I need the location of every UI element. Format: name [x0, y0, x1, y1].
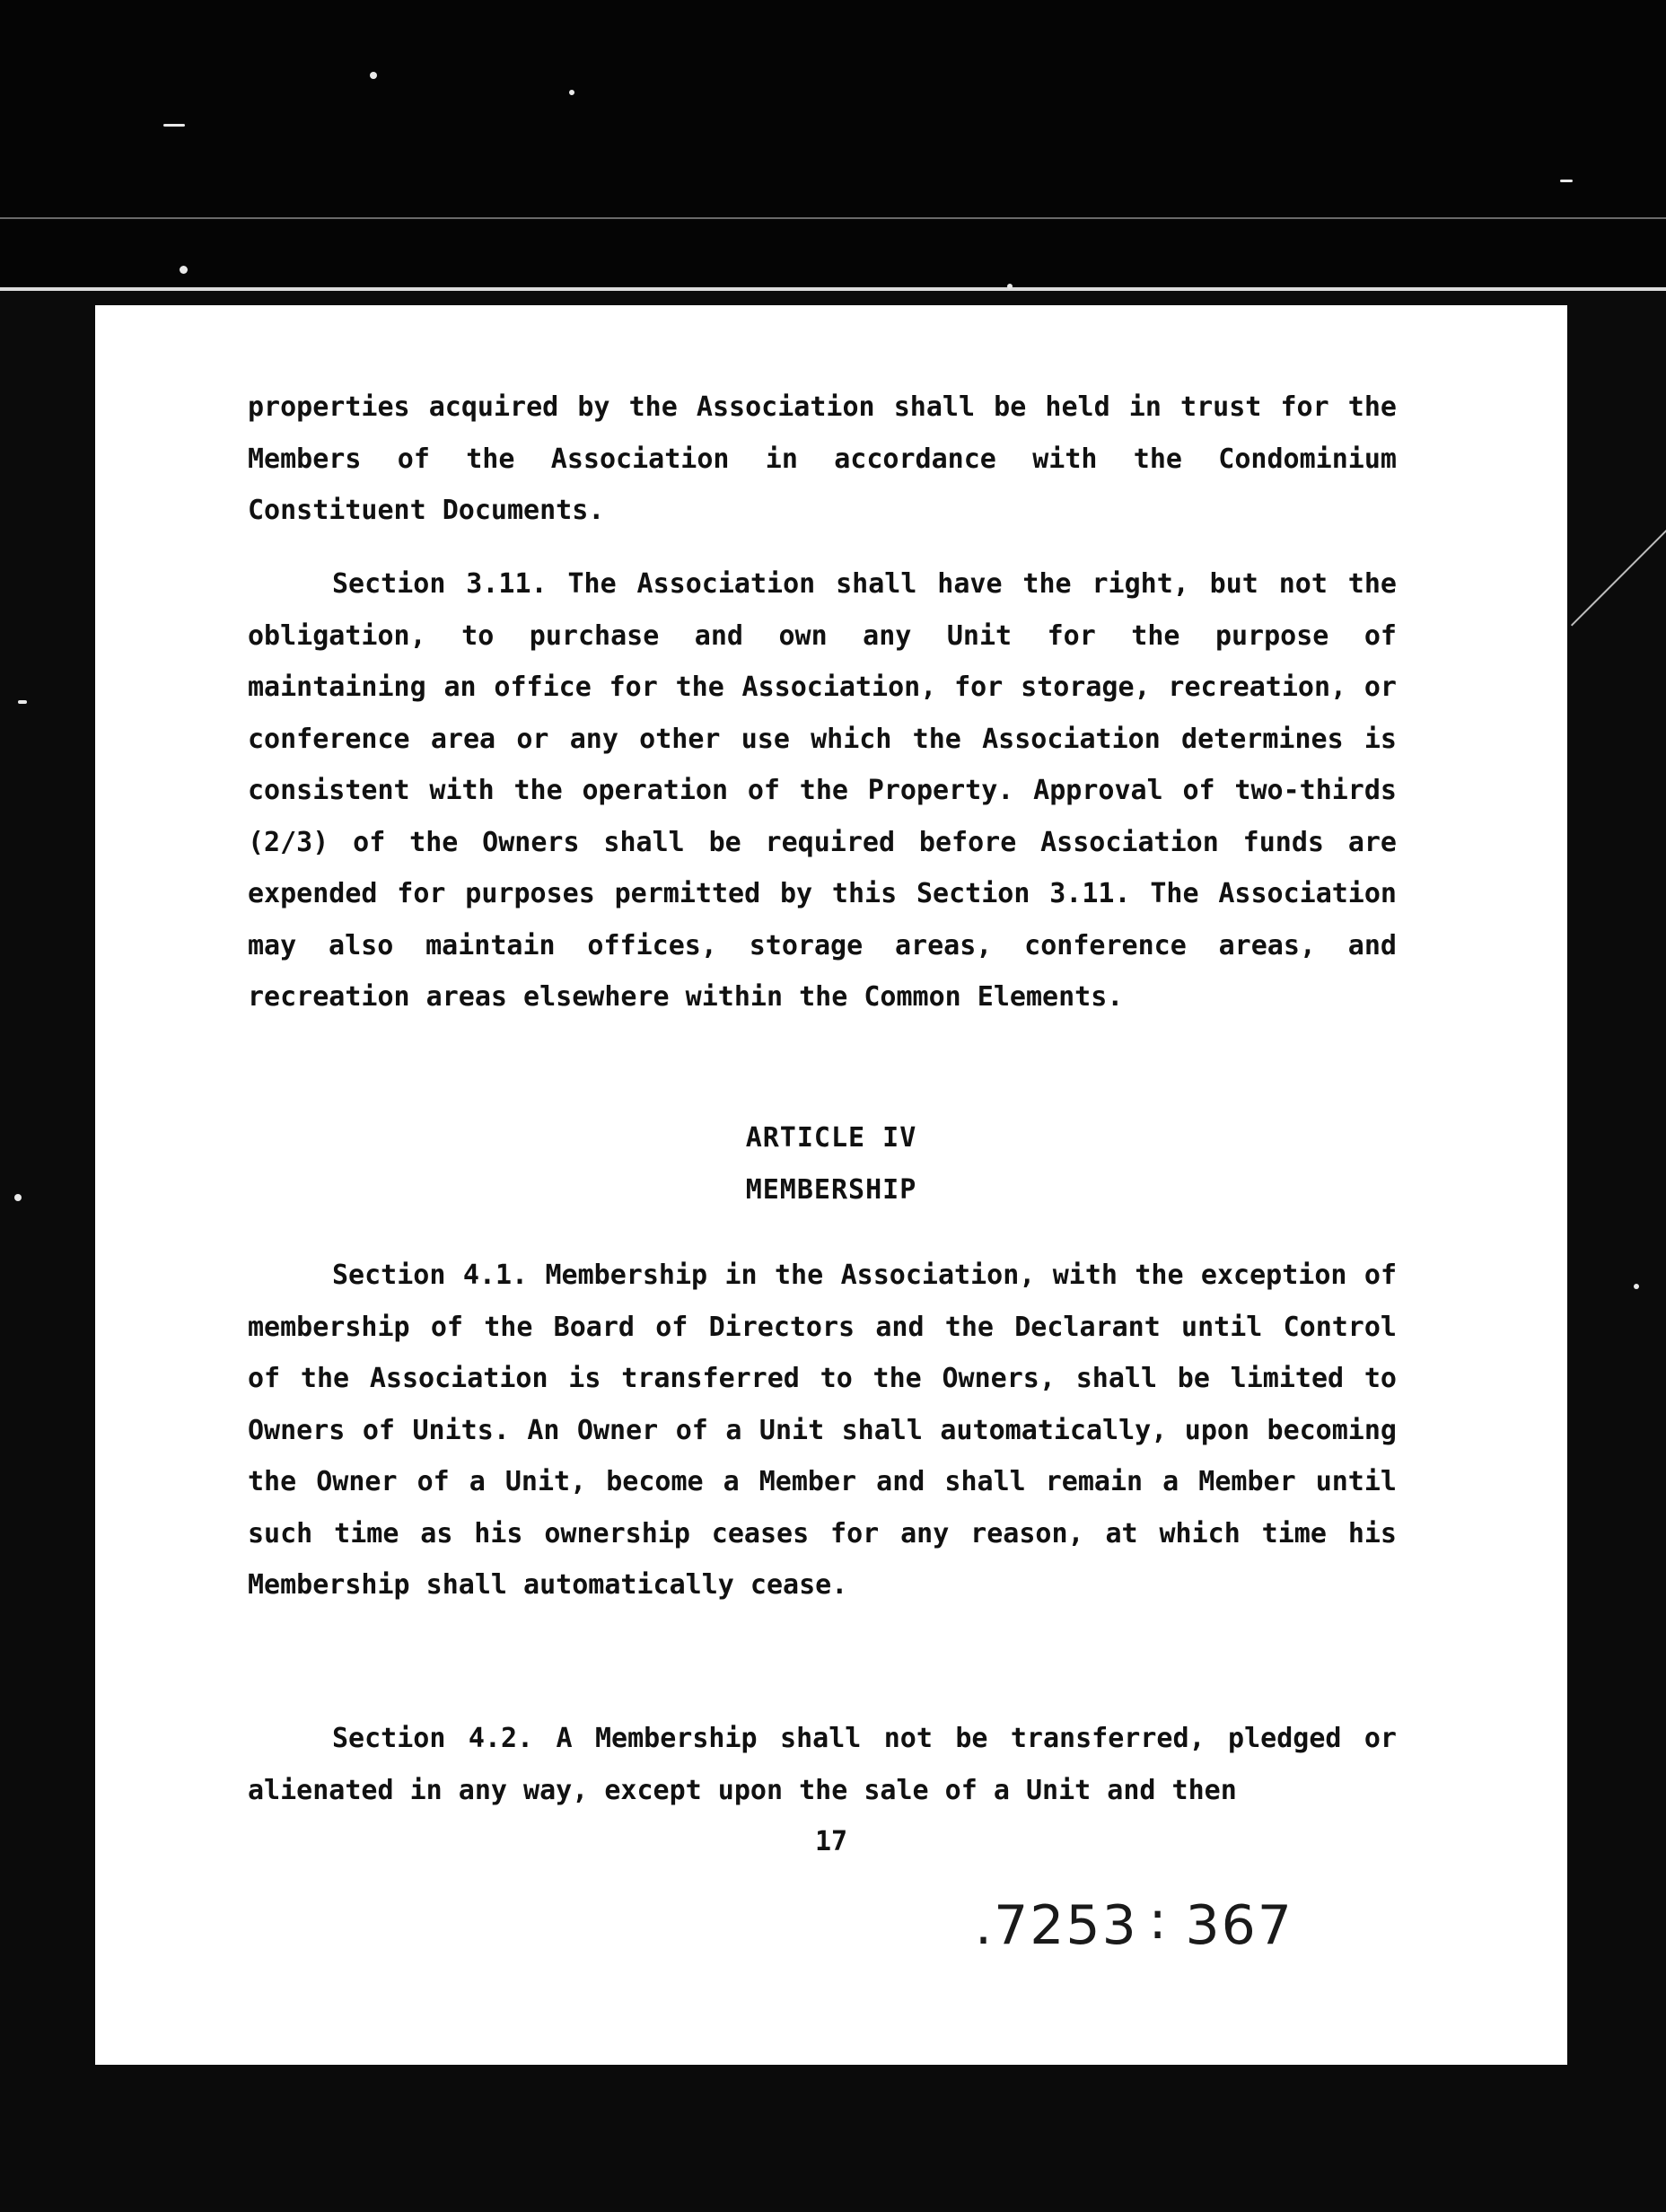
- scan-top-border: [0, 0, 1666, 287]
- page-number: 17: [814, 1826, 848, 1857]
- scan-speck: [14, 1194, 22, 1201]
- scan-speck: [180, 266, 188, 274]
- scan-speck: [1560, 180, 1573, 182]
- paragraph-section-4-1: Section 4.1. Membership in the Association, with the exception of membership of the Board of Directors and the Declarant until Control of the Association is transferred to the Owners, shall be limited to Owners of Units. An Owner of a Unit shall automatically, upon becoming the Owner of a Unit, become a Member and shall remain a Member until such time as his ownership ceases for any reason, at which time his Membership shall automatically cease.: [248, 1260, 1397, 1601]
- record-stamp: .7253 ∶ 367: [975, 1894, 1293, 1957]
- article-number-heading: ARTICLE IV: [745, 1122, 917, 1154]
- scan-speck: [1007, 284, 1013, 289]
- scan-speck: [163, 124, 185, 127]
- paragraph-section-3-11: Section 3.11. The Association shall have the right, but not the obligation, to purchase and own any Unit for the purpose of maintaining an office for the Association, for storage, recreation, or conference area or any other use which the Association determines is consistent with the operation of the Property. Approval of two-thirds (2/3) of the Owners shall be required before Association funds are expended for purposes permitted by this Section 3.11. The Association may also maintain offices, storage areas, conference areas, and recreation areas elsewhere within the Common Elements.: [248, 568, 1397, 1013]
- scan-speck: [569, 90, 574, 95]
- scan-line-upper: [0, 217, 1666, 219]
- scan-line-lower: [0, 287, 1666, 291]
- scan-speck: [370, 72, 377, 79]
- paragraph-continuation: properties acquired by the Association shall be held in trust for the Members of the Association in accordance with the Condominium Constituent Documents.: [248, 391, 1397, 526]
- paragraph-section-4-2: Section 4.2. A Membership shall not be transferred, pledged or alienated in any way, except upon the sale of a Unit and then: [248, 1723, 1397, 1806]
- scan-edge-streak: [1571, 530, 1666, 626]
- scan-speck: [18, 700, 27, 704]
- document-page: [95, 305, 1567, 2065]
- article-title-heading: MEMBERSHIP: [745, 1174, 917, 1206]
- scan-speck: [1634, 1284, 1639, 1289]
